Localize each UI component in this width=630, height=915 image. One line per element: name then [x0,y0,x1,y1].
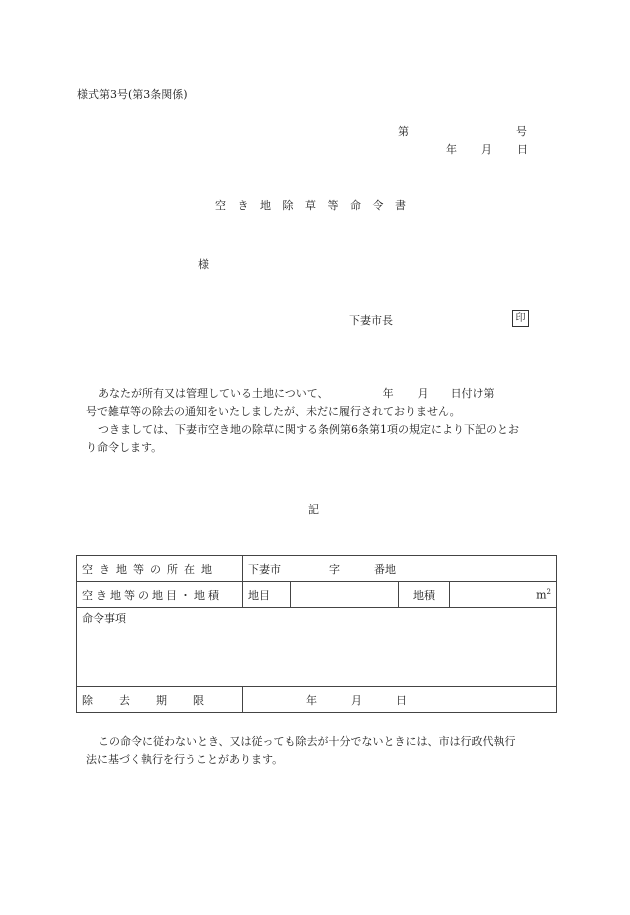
document-title: 空き地除草等命令書 [215,199,418,212]
sender-title: 下妻市長 [349,314,393,327]
date-month-label: 月 [481,143,492,156]
addressee-suffix: 様 [198,258,209,271]
deadline-value: 年 月 日 [243,687,557,713]
table-row-matters [77,608,557,687]
body-paragraph [86,385,566,457]
body-line-3: つきましては、下妻市空き地の除草に関する条例第6条第1項の規定により下記のとお [98,423,519,436]
date-day-label: 日 [517,143,528,156]
land-label: 空き地等の地目・地積 [77,582,243,608]
table-row-location [77,556,557,582]
closing-paragraph [86,733,566,769]
body-line-4: り命令します。 [86,441,163,454]
body-line-1: あなたが所有又は管理している土地について、 年 月 日付け第 [98,387,495,400]
chimoku-value [291,582,399,608]
document-number-suffix: 号 [516,125,527,138]
seal-mark: 印 [512,310,529,327]
chiseki-value: $m^2$ [450,582,557,608]
document-number-prefix: 第 [398,125,409,138]
order-matters: 命令事項 [77,608,557,687]
table-row-deadline [77,687,557,713]
deadline-label: 除去期限 [77,687,243,713]
location-value: 下妻市 字 番地 [243,556,557,582]
closing-line-1: この命令に従わないとき、又は従っても除去が十分でないときには、市は行政代執行 [98,735,516,748]
date-year-label: 年 [446,143,457,156]
form-number-label: 様式第3号(第3条関係) [77,88,188,101]
location-label: 空き地等の所在地 [77,556,243,582]
chimoku-label: 地目 [243,582,291,608]
body-line-2: 号で雑草等の除去の通知をいたしましたが、未だに履行されておりません。 [86,405,461,418]
closing-line-2: 法に基づく執行を行うことがあります。 [86,753,284,766]
ki-heading: 記 [308,503,319,516]
order-details-table [76,555,557,713]
table-row-land [77,582,557,608]
chiseki-label: 地積 [399,582,450,608]
